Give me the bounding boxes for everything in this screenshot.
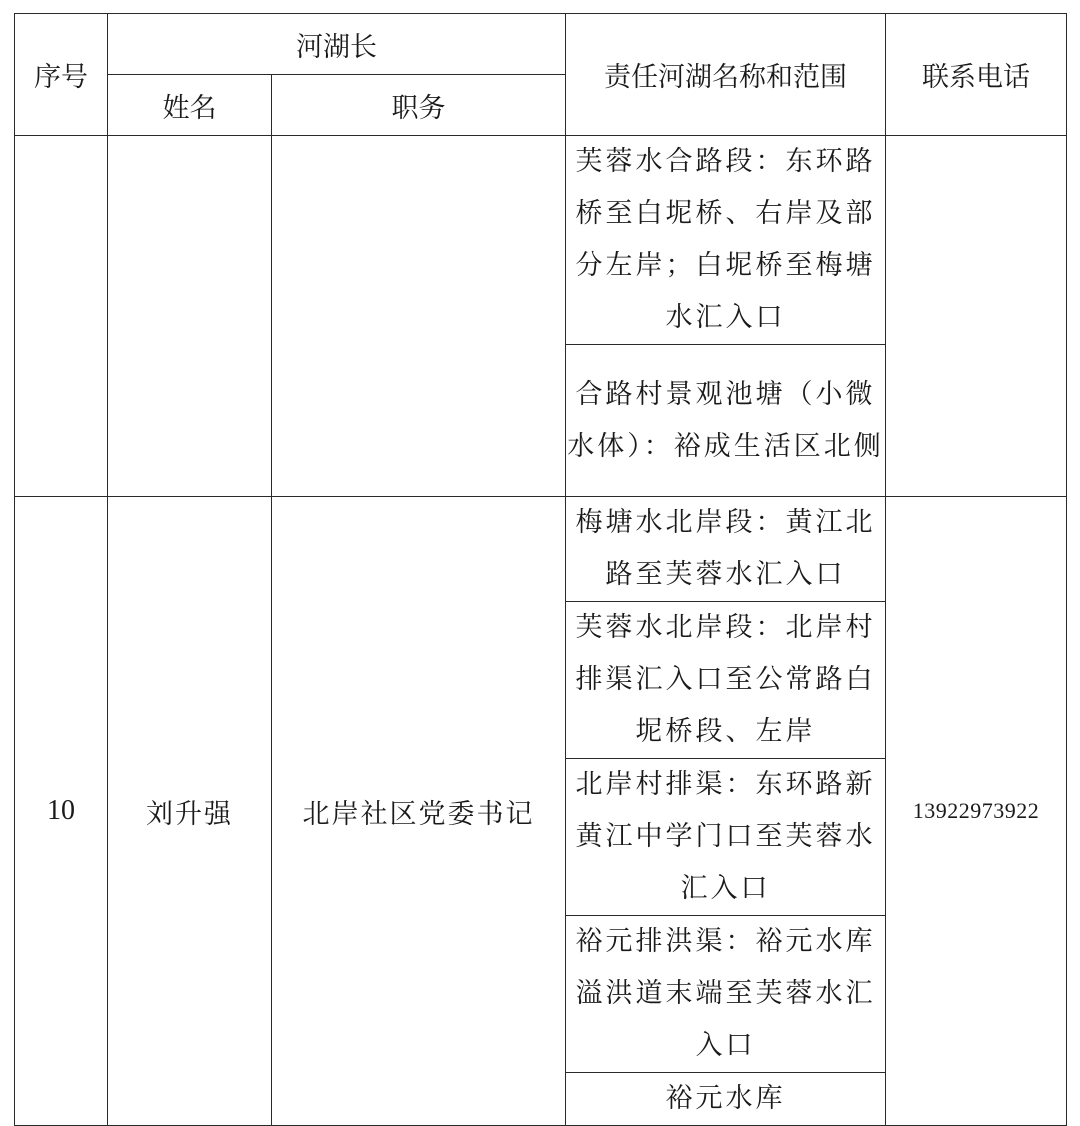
header-seq: 序号 <box>15 14 108 136</box>
header-row-top <box>15 14 1067 75</box>
scope-cell: 裕元排洪渠：裕元水库溢洪道末端至芙蓉水汇入口 <box>566 916 886 1073</box>
seq-cell-empty <box>15 136 108 497</box>
phone-number: 13922973922 <box>886 497 1067 1126</box>
table-row-10 <box>15 497 1067 602</box>
scope-cell: 裕元水库 <box>566 1073 886 1126</box>
scope-cell: 梅塘水北岸段：黄江北路至芙蓉水汇入口 <box>566 497 886 602</box>
position-cell-empty <box>272 136 566 497</box>
name-cell-empty <box>108 136 272 497</box>
chief-position: 北岸社区党委书记 <box>272 497 566 1126</box>
header-position: 职务 <box>272 75 566 136</box>
chief-name: 刘升强 <box>108 497 272 1126</box>
scope-cell: 芙蓉水合路段：东环路桥至白坭桥、右岸及部分左岸；白坭桥至梅塘水汇入口 <box>566 136 886 345</box>
scope-cell: 北岸村排渠：东环路新黄江中学门口至芙蓉水汇入口 <box>566 759 886 916</box>
seq-number: 10 <box>15 497 108 1126</box>
phone-cell-empty <box>886 136 1067 497</box>
header-scope: 责任河湖名称和范围 <box>566 14 886 136</box>
header-phone: 联系电话 <box>886 14 1067 136</box>
header-river-chief: 河湖长 <box>108 14 566 75</box>
header-name: 姓名 <box>108 75 272 136</box>
scope-cell: 合路村景观池塘（小微水体）：裕成生活区北侧 <box>566 345 886 497</box>
scope-cell: 芙蓉水北岸段：北岸村排渠汇入口至公常路白坭桥段、左岸 <box>566 602 886 759</box>
river-chief-table <box>14 13 1067 1126</box>
table-row-continuation <box>15 136 1067 345</box>
